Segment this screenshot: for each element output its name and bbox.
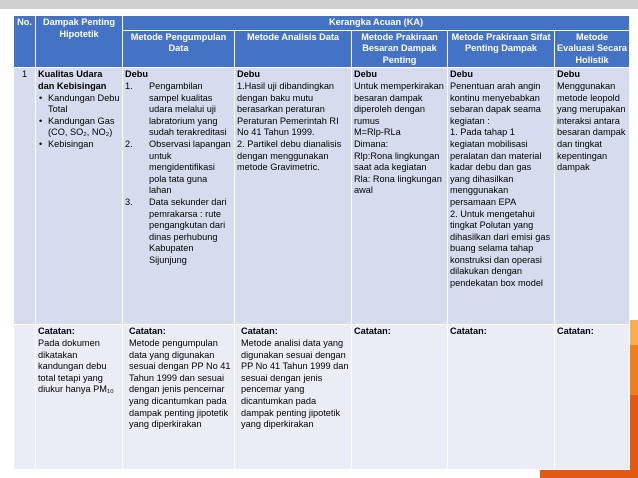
notes-label: Catatan: — [129, 326, 166, 337]
item-number: 1. — [125, 80, 133, 91]
list-item — [125, 138, 232, 197]
top-border — [0, 0, 638, 9]
list-item: • Kebisingan — [48, 139, 120, 151]
pengumpulan-list — [125, 81, 232, 267]
table-row — [14, 68, 630, 325]
header-kerangka-acuan: Kerangka Acuan (KA) — [123, 16, 630, 31]
notes-text: Pada dokumen dikatakan kandungan debu total tetapi yang diukur hanya PM₁₀ — [38, 337, 114, 395]
header-metode-pengumpulan: Metode Pengumpulan Data — [123, 30, 235, 68]
cell-prakiraan-sifat — [448, 68, 555, 325]
analisis-text: 1.Hasil uji dibandingkan dengan baku mutu berasarkan peraturan Peraturan Pemerintah RI No 41 Tahun 1999. 2. Partikel debu dianalisis dengan menggunakan metode Gravimetric. — [237, 80, 342, 173]
besaran-title: Debu — [354, 69, 377, 80]
dampak-title: Kualitas Udara dan Kebisingan — [38, 69, 107, 91]
notes-sifat — [448, 325, 555, 470]
header-metode-prakiraan-besaran: Metode Prakiraan Besaran Dampak Penting — [352, 30, 448, 68]
header-dampak-penting: Dampak Penting Hipotetik — [36, 16, 123, 68]
header-metode-prakiraan-sifat: Metode Prakiraan Sifat Penting Dampak — [448, 30, 555, 68]
cell-analisis — [235, 68, 352, 325]
sifat-title: Debu — [450, 69, 473, 80]
dampak-list — [38, 93, 120, 151]
item-number: 2. — [125, 138, 133, 149]
list-item: • Kandungan Gas (CO, SO₂, NO₂) — [48, 116, 120, 139]
kerangka-acuan-table — [13, 15, 630, 470]
notes-label: Catatan: — [241, 326, 278, 337]
notes-label: Catatan: — [354, 326, 391, 337]
cell-evaluasi — [555, 68, 630, 325]
item-text: Pengambilan sampel kualitas udara melalui uji labratorium yang sudah terakreditasi — [149, 80, 227, 138]
pengumpulan-title: Debu — [125, 69, 148, 80]
notes-label: Catatan: — [38, 326, 75, 337]
item-number: 3. — [125, 196, 133, 207]
row-number: 1 — [14, 68, 36, 325]
notes-no-cell — [14, 325, 36, 470]
notes-analisis — [235, 325, 352, 470]
notes-label: Catatan: — [557, 326, 594, 337]
evaluasi-text: Menggunakan metode leopold yang merupakan interaksi antara besaran dampak dan tingkat kepentingan dampak — [557, 80, 626, 173]
notes-text: Metode pengumpulan data yang digunakan sesuai dengan PP No 41 Tahun 1999 dan sesuai dengan jenis pencemar yang dicantumkan pada dampak penting jipotetik yang diperkirakan — [129, 337, 231, 430]
notes-row — [14, 325, 630, 470]
item-text: Observasi lapangan untuk mengidentifikasi pola tata guna lahan — [149, 138, 231, 196]
cell-prakiraan-besaran — [352, 68, 448, 325]
header-no: No. — [14, 16, 36, 68]
sifat-text: Penentuan arah angin kontinu menyebabkan sebaran dapak seama kegiatan : 1. Pada tahap 1 kegiatan mobilisasi peralatan dan material kadar debu dan gas yang dihasilkan menggunakan persamaan EPA 2. Untuk mengetahui tingkat Polutan yang dihasilkan dari emisi gas buang selama tahap konstruksi dan operasi dilakukan dengan pendekatan box model — [450, 80, 551, 289]
analisis-title: Debu — [237, 69, 260, 80]
list-item: • Kandungan Debu Total — [48, 93, 120, 116]
item-text: Data sekunder dari pemrakarsa : rute pengangkutan dari dinas perhubung Kabupaten Sijunjung — [149, 196, 227, 265]
list-item — [125, 196, 232, 267]
notes-label: Catatan: — [450, 326, 487, 337]
header-metode-analisis: Metode Analisis Data — [235, 30, 352, 68]
list-item — [125, 80, 232, 139]
header-metode-evaluasi: Metode Evaluasi Secara Holistik — [555, 30, 630, 68]
notes-dampak — [36, 325, 123, 470]
notes-evaluasi — [555, 325, 630, 470]
notes-pengumpulan — [123, 325, 235, 470]
evaluasi-title: Debu — [557, 69, 580, 80]
cell-pengumpulan — [123, 68, 235, 325]
cell-dampak — [36, 68, 123, 325]
notes-besaran — [352, 325, 448, 470]
notes-text: Metode analisi data yang digunakan sesuai dengan PP No 41 Tahun 1999 dan sesuai dengan jenis pencemar yang dicantumkan pada dampak penting jipotetik yang diperkirakan — [241, 337, 349, 430]
besaran-text: Untuk memperkirakan besaran dampak diperoleh dengan rumus M=Rlp-RLa Dimana: Rlp:Rona lingkungan saat ada kegiatan Rla: Rona lingkungan awal — [354, 80, 444, 196]
